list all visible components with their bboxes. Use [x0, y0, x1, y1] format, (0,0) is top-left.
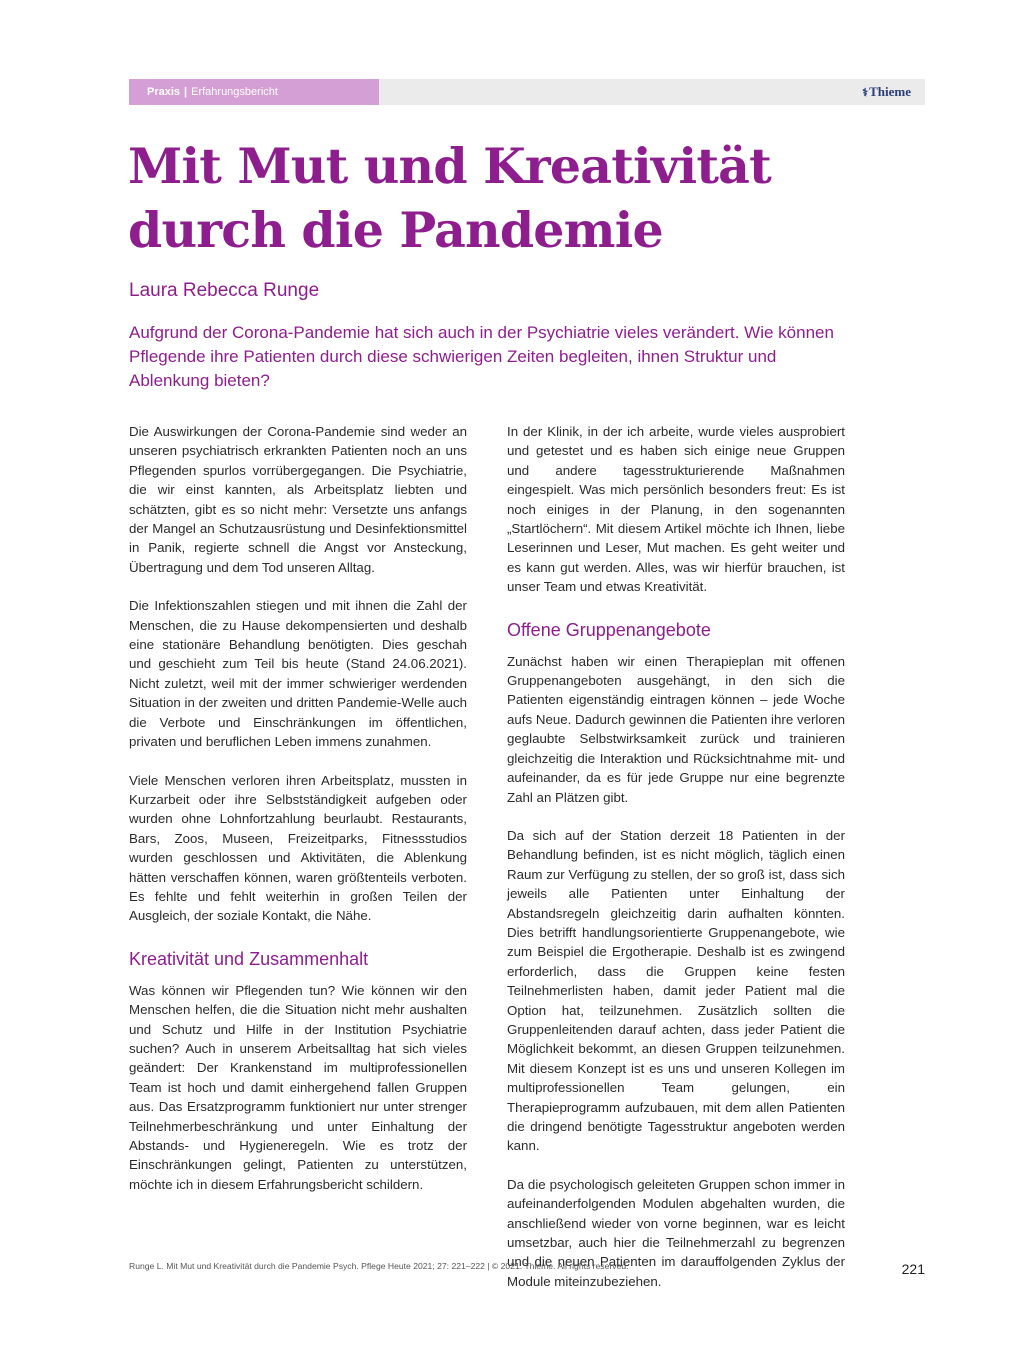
section-label: Praxis: [147, 86, 181, 98]
body-paragraph: Viele Menschen verloren ihren Arbeitsplatz, mussten in Kurzarbeit oder ihre Selbstständigkeit aufgeben oder wurden ohne Lohnfortzahlung beurlaubt. Restaurants, Bars, Zoos, Museen, Freizeitparks, Fitnessstudios wurden geschlossen und Aktivitäten, die Ablenkung hätten verschaffen können, waren größtenteils verboten. Es fehlte und fehlt weiterhin in großen Teilen der Ausgleich, der soziale Kontakt, die Nähe.: [129, 772, 467, 924]
footer-citation: Runge L. Mit Mut und Kreativität durch die Pandemie Psych. Pflege Heute 2021; 27: 221–222 | © 2021. Thieme. All rights reserved.: [129, 1261, 629, 1271]
thieme-logo-icon: ⚕: [862, 87, 869, 99]
article-author: Laura Rebecca Runge: [129, 280, 320, 301]
running-header: [129, 79, 925, 105]
section-separator: |: [184, 86, 188, 98]
article-title: Mit Mut und Kreativität durch die Pandemie: [128, 137, 771, 259]
category-label: Erfahrungsbericht: [191, 86, 278, 98]
body-paragraph: Die Infektionszahlen stiegen und mit ihnen die Zahl der Menschen, die zu Hause dekompensierten und deshalb eine stationäre Behandlung benötigten. Dies geschah und geschieht zum Teil bis heute (Stand 24.06.2021). Nicht zuletzt, weil mit der immer schwieriger werdenden Situation in der zweiten und dritten Pandemie-Welle auch die Verbote und Einschränkungen im öffentlichen, privaten und beruflichen Leben immens zunahmen.: [129, 598, 467, 750]
publisher-logo: [862, 79, 911, 105]
body-paragraph: In der Klinik, in der ich arbeite, wurde vieles ausprobiert und getestet und es haben sich einige neue Gruppen und andere tagesstrukturierende Maßnahmen eingespielt. Was mich persönlich besonders freut: Es ist noch einiges in der Planung, in den sogenannten „Startlöchern“. Mit diesem Artikel möchte ich Ihnen, liebe Leserinnen und Leser, Mut machen. Es geht weiter und es kann gut werden. Alles, was wir hierfür brauchen, ist unser Team und etwas Kreativität.: [507, 424, 845, 595]
article-lead: Aufgrund der Corona-Pandemie hat sich auch in der Psychiatrie vieles verändert. Wie können Pflegende ihre Patienten durch diese schwierigen Zeiten begleiten, ihnen Struktur und Ablenkung bieten?: [129, 323, 834, 390]
left-column: [129, 422, 467, 1213]
section-tag: [129, 79, 379, 105]
publisher-name: Thieme: [869, 84, 911, 99]
body-paragraph: Da die psychologisch geleiteten Gruppen schon immer in aufeinanderfolgenden Modulen abgehalten wurden, die anschließend wieder von vorne beginnen, war es leicht umsetzbar, auch hier die Teilnehmerzahl zu begrenzen und die neuen Patienten im darauffolgenden Zyklus der Module miteinzubeziehen.: [507, 1176, 845, 1289]
page-number: 221: [901, 1261, 925, 1277]
right-column: [507, 422, 845, 1310]
body-paragraph: Die Auswirkungen der Corona-Pandemie sind weder an unseren psychiatrisch erkrankten Patienten noch an uns Pflegenden spurlos vorrübergegangen. Die Psychiatrie, die wir einst kannten, als Arbeitsplatz liebten und schätzten, gibt es so nicht mehr: Versetzte uns anfangs der Mangel an Schutzausrüstung und Desinfektionsmittel in Panik, regierte schnell die Angst vor Ansteckung, Übertragung und dem Tod unseren Alltag.: [129, 424, 467, 575]
section-heading: Kreativität und Zusammenhalt: [129, 948, 369, 969]
body-paragraph: Da sich auf der Station derzeit 18 Patienten in der Behandlung befinden, ist es nicht möglich, täglich einen Raum zur Verfügung zu stellen, der so groß ist, dass sich jeweils alle Patienten unter Einhaltung der Abstandsregeln gleichzeitig darin aufhalten könnten. Dies betrifft handlungsorientierte Gruppenangebote, wie zum Beispiel die Ergotherapie. Deshalb ist es zwingend erforderlich, dass die Gruppen keine festen Teilnehmerlisten haben, damit jeder Patient mal die Option hat, teilzunehmen. Zusätzlich sollten die Gruppenleitenden darauf achten, dass jeder Patient die Möglichkeit bekommt, an diesen Gruppen teilzunehmen. Mit diesem Konzept ist es uns und unseren Kollegen im multiprofessionellen Team gelungen, ein Therapieprogramm aufzubauen, mit dem allen Patienten die dringend benötigte Tagesstruktur angeboten werden kann.: [507, 827, 845, 1154]
body-paragraph: Zunächst haben wir einen Therapieplan mit offenen Gruppenangeboten ausgehängt, in den sich die Patienten eigenständig eintragen können – jede Woche aufs Neue. Dadurch gewinnen die Patienten ihre verloren geglaubte Selbstwirksamkeit zurück und trainieren gleichzeitig die Interaktion und Rücksichtnahme mit- und aufeinander, da es für jede Gruppe nur eine begrenzte Zahl an Plätzen gibt.: [507, 653, 845, 805]
body-paragraph: Was können wir Pflegenden tun? Wie können wir den Menschen helfen, die die Situation nicht mehr aushalten und Schutz und Hilfe in der Institution Psychiatrie suchen? Auch in unserem Arbeitsalltag hat sich vieles geändert: Der Krankenstand im multiprofessionellen Team ist hoch und damit einhergehend fallen Gruppen aus. Das Ersatzprogramm funktioniert nur unter strenger Teilnehmerbeschränkung und unter Einhaltung der Abstands- und Hygieneregeln. Wie es trotz der Einschränkungen gelingt, Patienten zu unterstützen, möchte ich in diesem Erfahrungsbericht schildern.: [129, 982, 467, 1192]
section-heading: Offene Gruppenangebote: [507, 619, 711, 640]
